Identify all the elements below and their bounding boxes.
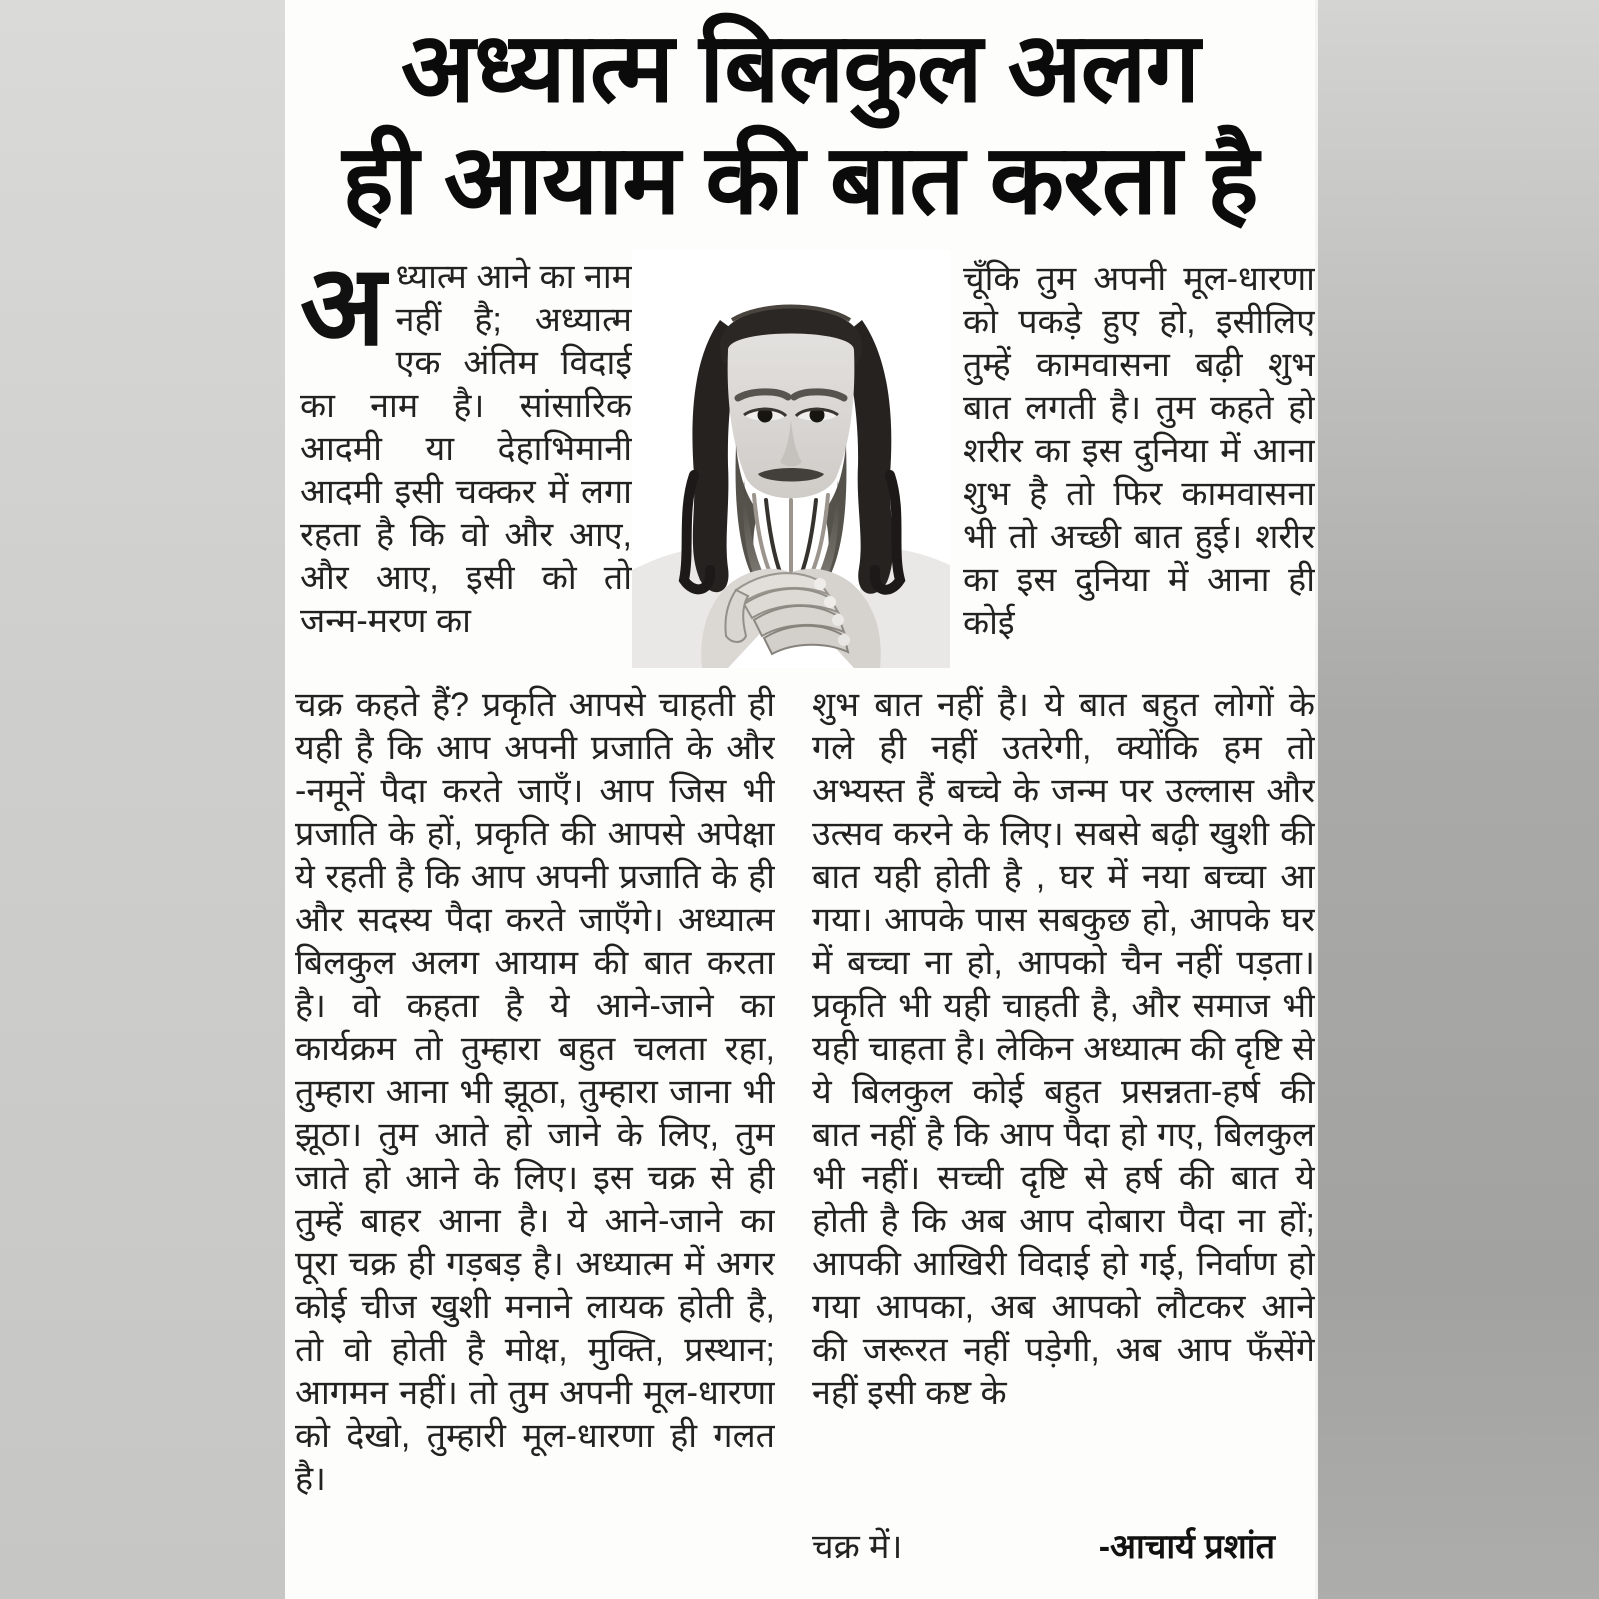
left-column-body xyxy=(295,684,775,1572)
author-byline: -आचार्य प्रशांत xyxy=(1098,1528,1275,1566)
headline-line-1: अध्यात्म बिलकुल अलग xyxy=(400,13,1200,122)
left-body-paragraph: चक्र कहते हैं? प्रकृति आपसे चाहती ही यही है कि आप अपनी प्रजाति के और -नमूनें पैदा करते जाएँ। आप जिस भी प्रजाति के हों, प्रकृति की आपसे अपेक्षा ये रहती है कि आप अपनी प्रजाति के ही और सदस्य पैदा करते जाएँगे। अध्यात्म बिलकुल अलग आयाम की बात करता है। वो कहता है ये आने-जाने का कार्यक्रम तो तुम्हारा बहुत चलता रहा, तुम्हारा आना भी झूठा, तुम्हारा जाना भी झूठा। तुम आते हो जाने के लिए, तुम जाते हो आने के लिए। इस चक्र से ही तुम्हें बाहर आना है। ये आने-जाने का पूरा चक्र ही गड़बड़ है। अध्यात्म में अगर कोई चीज खुशी मनाने लायक होती है, तो वो होती है मोक्ष, मुक्ति, प्रस्थान; आगमन नहीं। तो तुम अपनी मूल-धारणा को देखो, तुम्हारी मूल-धारणा ही गलत है। xyxy=(295,686,775,1498)
portrait-illustration xyxy=(632,250,950,668)
intro-paragraph: ध्यात्म आने का नाम नहीं है; अध्यात्म एक अंतिम विदाई का नाम है। सांसारिक आदमी या देहाभिमानी आदमी इसी चक्कर में लगा रहता है कि वो और आए, और आए, इसी को तो जन्म-मरण का xyxy=(300,258,632,640)
acharya-prashant-portrait xyxy=(632,250,950,668)
article-headline xyxy=(285,12,1315,236)
left-margin-bar xyxy=(0,0,285,1599)
closing-words: चक्र में। xyxy=(812,1528,903,1566)
right-column-body xyxy=(812,684,1315,1529)
right-column-top xyxy=(963,258,1315,684)
right-top-paragraph: चूँकि तुम अपनी मूल-धारणा को पकड़े हुए हो, इसीलिए तुम्हें कामवासना बढ़ी शुभ बात लगती है। तुम कहते हो शरीर का इस दुनिया में आना शुभ है तो फिर कामवासना भी तो अच्छी बात हुई। शरीर का इस दुनिया में आना ही कोई xyxy=(963,260,1315,642)
right-margin-bar xyxy=(1315,0,1599,1599)
right-body-paragraph: शुभ बात नहीं है। ये बात बहुत लोगों के गले ही नहीं उतरेगी, क्योंकि हम तो अभ्यस्त हैं बच्चे के जन्म पर उल्लास और उत्सव करने के लिए। सबसे बढ़ी खुशी की बात यही होती है , घर में नया बच्चा आ गया। आपके पास सबकुछ हो, आपके घर में बच्चा ना हो, आपको चैन नहीं पड़ता। प्रकृति भी यही चाहती है, और समाज भी यही चाहता है। लेकिन अध्यात्म की दृष्टि से ये बिलकुल कोई बहुत प्रसन्नता-हर्ष की बात नहीं है कि आप पैदा हो गए, बिलकुल भी नहीं। सच्ची दृष्टि से हर्ष की बात ये होती है कि अब आप दोबारा पैदा ना हों; आपकी आखिरी विदाई हो गई, निर्वाण हो गया आपका, अब आपको लौटकर आने की जरूरत नहीं पड़ेगी, अब आप फँसेंगे नहीं इसी कष्ट के xyxy=(812,686,1315,1412)
headline-line-2: ही आयाम की बात करता है xyxy=(342,125,1258,234)
closing-row xyxy=(812,1526,1315,1572)
drop-cap: अ xyxy=(300,256,386,368)
left-column-top xyxy=(300,256,632,688)
